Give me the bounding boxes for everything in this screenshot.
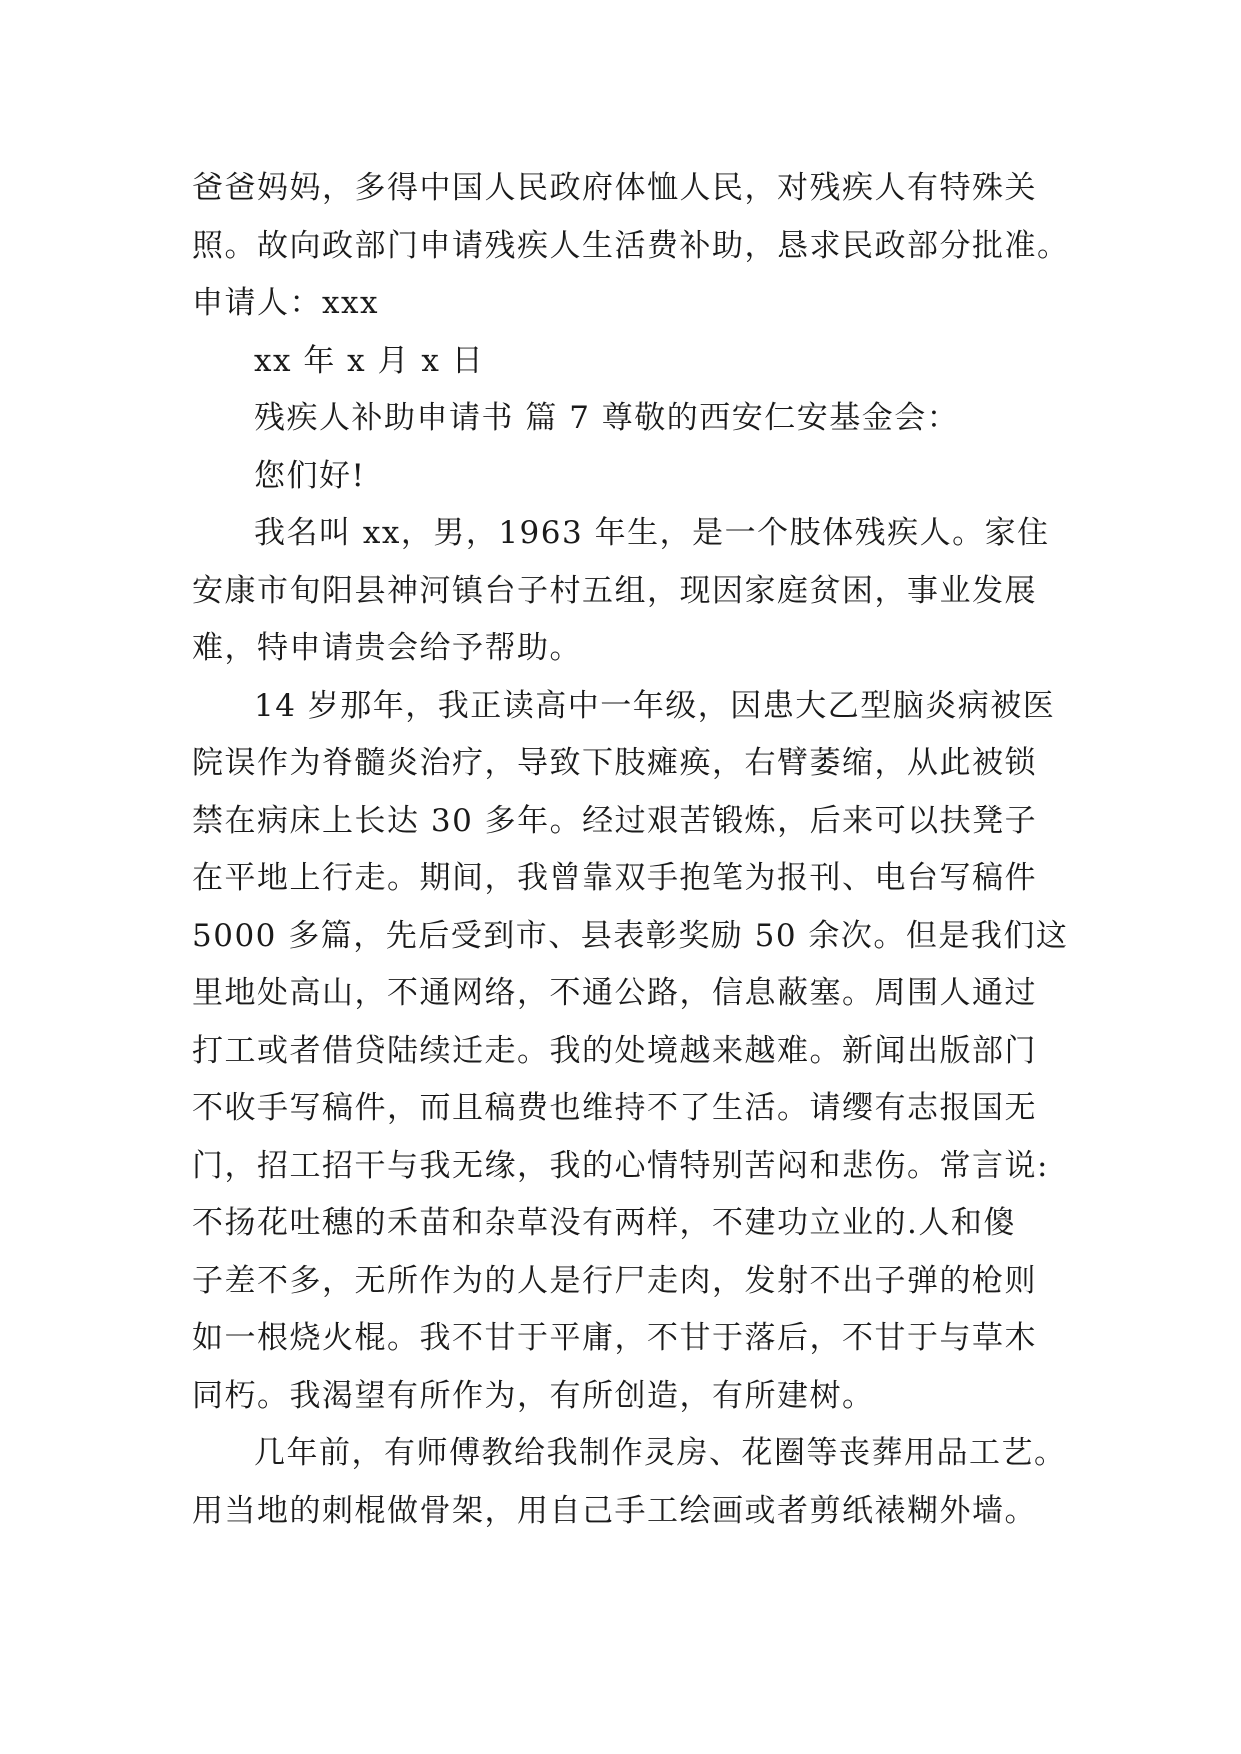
text-line: 不收手写稿件，而且稿费也维持不了生活。请缨有志报国无 <box>192 1090 1037 1126</box>
text-line: 不扬花吐穗的禾苗和杂草没有两样，不建功立业的.人和傻 <box>192 1205 1016 1241</box>
text-line: 5000 多篇，先后受到市、县表彰奖励 50 余次。但是我们这 <box>192 917 1069 954</box>
text-line: 门，招工招干与我无缘，我的心情特别苦闷和悲伤。常言说: <box>192 1147 1049 1184</box>
applicant-line: 申请人：xxx <box>192 285 379 321</box>
text-line: 用当地的刺棍做骨架，用自己手工绘画或者剪纸裱糊外墙。 <box>192 1492 1037 1529</box>
text-line: 几年前，有师傅教给我制作灵房、花圈等丧葬用品工艺。 <box>254 1435 1067 1471</box>
document-body <box>192 160 1072 1540</box>
greeting-line: 您们好! <box>254 457 366 494</box>
text-line: 如一根烧火棍。我不甘于平庸，不甘于落后，不甘于与草木 <box>192 1320 1037 1356</box>
text-line: 照。故向政部门申请残疾人生活费补助，恳求民政部分批准。 <box>192 227 1070 264</box>
text-line: 我名叫 xx，男，1963 年生，是一个肢体残疾人。家住 <box>254 515 1050 551</box>
text-line: 禁在病床上长达 30 多年。经过艰苦锻炼，后来可以扶凳子 <box>192 802 1038 839</box>
text-line: 打工或者借贷陆续迁走。我的处境越来越难。新闻出版部门 <box>192 1032 1037 1069</box>
text-line: 安康市旬阳县神河镇台子村五组，现因家庭贫困，事业发展 <box>192 572 1037 609</box>
text-line: 爸爸妈妈，多得中国人民政府体恤人民，对残疾人有特殊关 <box>192 170 1037 206</box>
text-line: 在平地上行走。期间，我曾靠双手抱笔为报刊、电台写稿件 <box>192 860 1037 896</box>
text-line: 同朽。我渴望有所作为，有所创造，有所建树。 <box>192 1377 875 1414</box>
text-line: 院误作为脊髓炎治疗，导致下肢瘫痪，右臂萎缩，从此被锁 <box>192 745 1037 781</box>
section-heading: 残疾人补助申请书 篇 7 尊敬的西安仁安基金会： <box>254 400 960 436</box>
text-line: 14 岁那年，我正读高中一年级，因患大乙型脑炎病被医 <box>254 687 1056 724</box>
text-line: 难，特申请贵会给予帮助。 <box>192 630 582 666</box>
text-line: 里地处高山，不通网络，不通公路，信息蔽塞。周围人通过 <box>192 975 1037 1011</box>
date-line: xx 年 x 月 x 日 <box>254 342 485 379</box>
text-line: 子差不多，无所作为的人是行尸走肉，发射不出子弹的枪则 <box>192 1262 1037 1299</box>
